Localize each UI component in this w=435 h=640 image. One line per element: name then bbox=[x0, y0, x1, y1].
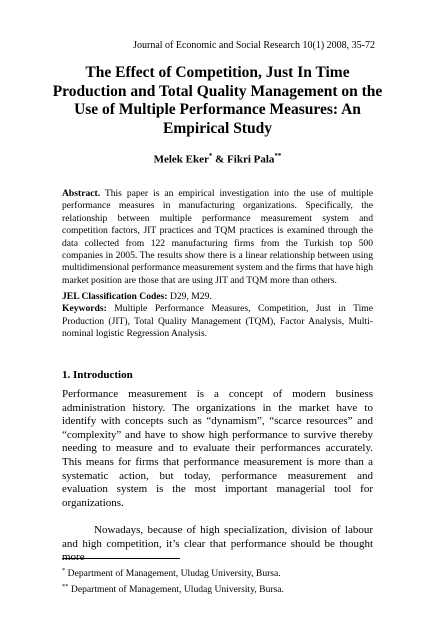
footnote-mark: * bbox=[208, 152, 213, 160]
abstract bbox=[62, 188, 373, 287]
footnote-mark: ** bbox=[62, 583, 69, 591]
abstract-text: This paper is an empirical investigation into the use of multiple performance measures in manufacturing organizations. Specifically, the relationship between multiple performance measurement system and competition factors, JIT practices and TQM practices is examined through the data collected from 122 manufacturing firms from the Turkish top 500 companies in 2005. The results show there is a linear relationship between using multidimensional performance measurement system and the firms that have high market position are those that are using JIT and TQM more than others. bbox=[62, 188, 373, 286]
footnote-divider bbox=[62, 558, 180, 559]
footnote-text: Department of Management, Uludag University, Bursa. bbox=[68, 584, 284, 596]
journal-citation: Journal of Economic and Social Research 10(1) 2008, 35-72 bbox=[133, 40, 375, 51]
footnote bbox=[62, 580, 373, 596]
footnotes bbox=[62, 564, 373, 596]
keywords bbox=[62, 303, 373, 340]
footnote bbox=[62, 564, 373, 580]
author-separator: & bbox=[212, 153, 228, 166]
section-heading: 1. Introduction bbox=[62, 369, 133, 381]
keywords-label: Keywords: bbox=[62, 303, 107, 315]
footnote-mark: * bbox=[62, 567, 66, 574]
keywords-value: Multiple Performance Measures, Competition, Just in Time Production (JIT), Total Quality Management (TQM), Factor Analysis, Multi-nominal logistic Regression Analysis. bbox=[62, 303, 373, 340]
abstract-label: Abstract. bbox=[62, 188, 101, 199]
author-name: Melek Eker bbox=[153, 153, 209, 166]
body-paragraph: Performance measurement is a concept of modern business administration history. The organizations in the market have to identify with concepts such as “dynamism”, “scarce resources” and “complexity” and have to show high performance to survive thereby needing to measure and to evaluate their performances accurately. This means for firms that performance measurement is more than a systematic action, but today, performance measurement and evaluation system is the most important managerial tool for organizations. bbox=[62, 388, 373, 509]
jel-value: D29, M29. bbox=[167, 291, 212, 302]
jel-label: JEL Classification Codes: bbox=[62, 291, 168, 302]
jel-codes bbox=[62, 291, 373, 303]
footnote-text: Department of Management, Uludag University, Bursa. bbox=[65, 568, 281, 580]
classification-block bbox=[62, 291, 373, 341]
author-name: Fikri Pala bbox=[227, 153, 275, 166]
body-paragraph: Nowadays, because of high specialization, division of labour and high competition, it’s clear that performance should be thought more bbox=[62, 524, 373, 564]
footnote-mark: ** bbox=[274, 152, 282, 160]
paper-title: The Effect of Competition, Just In Time Production and Total Quality Management on the Use of Multiple Performance Measures: An Empirical Study bbox=[52, 64, 383, 137]
author-line bbox=[0, 152, 435, 166]
